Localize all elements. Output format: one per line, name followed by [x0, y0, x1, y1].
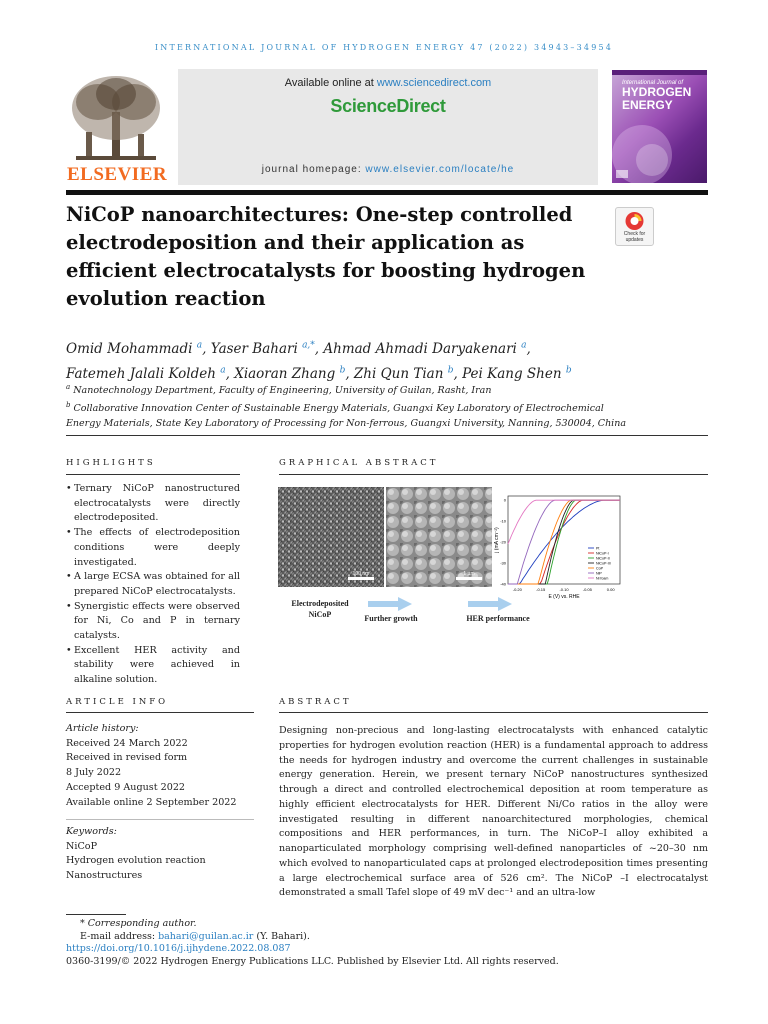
sciencedirect-brand: ScienceDirect [330, 96, 446, 116]
ga-label-growth: Further growth [364, 614, 418, 623]
author [66, 341, 211, 357]
plot-xlabel: E (V) vs. RHE [548, 594, 580, 600]
x-tick-label: -0.05 [582, 587, 592, 592]
x-tick-label: 0.00 [606, 587, 615, 592]
author-affil-mark[interactable]: a [220, 365, 226, 376]
author-name: Yaser Bahari [210, 340, 298, 357]
scale-bar-1: 100 nm [352, 571, 370, 577]
author-sep: , [202, 340, 211, 357]
section-rule [66, 435, 708, 436]
y-tick-label: 0 [503, 497, 506, 503]
keywords-block [66, 825, 254, 884]
email-link[interactable]: bahari@guilan.ac.ir [158, 930, 254, 942]
sciencedirect-link[interactable]: www.sciencedirect.com [376, 77, 492, 89]
email-suffix: (Y. Bahari). [253, 930, 310, 942]
abstract-rule [279, 712, 708, 713]
author-sep: , [453, 366, 463, 382]
homepage-prefix: journal homepage: [261, 164, 366, 175]
arrow-right-icon [468, 597, 512, 611]
y-tick-label: -30 [500, 560, 506, 566]
keyword: Hydrogen evolution reaction [66, 855, 206, 867]
affiliations [66, 380, 706, 431]
article-info-heading: ARTICLE INFO [66, 697, 169, 707]
author-name: Xiaoran Zhang [234, 366, 336, 382]
cover-title [622, 80, 702, 112]
x-tick-label: -0.20 [512, 587, 522, 592]
plot-x-ticks [513, 587, 616, 592]
author-name: Zhi Qun Tian [353, 366, 444, 382]
affil-mark: a [66, 383, 71, 391]
legend-label: NiCoP-III [596, 561, 611, 566]
author-affil-mark[interactable]: b [447, 365, 454, 376]
email-line [66, 931, 708, 944]
header-rule [66, 190, 708, 195]
scale-bar-2: 1 µm [463, 571, 475, 577]
cover-line1: International Journal of [622, 80, 684, 86]
highlights-list [66, 482, 240, 688]
affiliation-b [66, 398, 706, 416]
highlight-item: • Ternary NiCoP nanostructured electrocatalysts were directly electrodeposited. [66, 482, 240, 526]
footnote [66, 918, 708, 969]
keywords-label: Keywords: [66, 826, 117, 837]
plot-ylabel: j (mA cm⁻²) [494, 527, 500, 553]
publisher-wordmark: ELSEVIER [67, 164, 168, 185]
corresponding-author: * Corresponding author. [80, 918, 197, 929]
highlights-heading: HIGHLIGHTS [66, 458, 156, 468]
article-title: NiCoP nanoarchitectures: One-step controlled electrodeposition and their application as efficient electrocatalysts for boosting hydrogen evolution reaction [66, 203, 586, 310]
email-prefix: E-mail address: [80, 930, 159, 942]
available-prefix: Available online at [284, 77, 377, 89]
cover-line3: ENERGY [622, 98, 673, 112]
author-affil-mark[interactable]: b [339, 365, 346, 376]
keyword: Nanostructures [66, 870, 143, 882]
graphical-abstract-rule [279, 474, 708, 475]
author-sep: , [314, 340, 324, 357]
keyword: NiCoP [66, 840, 98, 852]
history-online: Available online 2 September 2022 [66, 796, 237, 808]
author-sep: , [225, 366, 235, 382]
journal-homepage [178, 164, 598, 175]
highlight-item: • The effects of electrodeposition conditions were deeply investigated. [66, 526, 240, 570]
author-name: Pei Kang Shen [462, 366, 562, 382]
ga-label-line: Electrodeposited [291, 599, 349, 608]
article-info-rule [66, 712, 254, 713]
legend-label: Ni foam [596, 576, 609, 581]
author [211, 341, 324, 357]
homepage-link[interactable]: www.elsevier.com/locate/he [365, 164, 515, 175]
footnote-rule [66, 914, 126, 915]
y-tick-label: -40 [500, 581, 506, 587]
author-affil-mark[interactable]: b [565, 365, 572, 376]
check-for-updates-button[interactable] [615, 207, 654, 246]
x-tick-label: -0.10 [559, 587, 569, 592]
affil-text-cont: Energy Materials, State Key Laboratory of Processing for Non-ferrous, Guangxi University, Nanning, 530004, China [66, 418, 627, 430]
ga-label-electrodeposited [282, 598, 358, 620]
highlights-rule [66, 474, 240, 475]
graphical-abstract-heading: GRAPHICAL ABSTRACT [279, 458, 439, 468]
author-affil-mark[interactable]: a [196, 340, 203, 350]
sem-image-caps [386, 487, 492, 587]
highlight-item: • A large ECSA was obtained for all prepared NiCoP electrocatalysts. [66, 570, 240, 599]
highlight-item: • Synergistic effects were observed for Ni, Co and P in ternary catalysts. [66, 600, 240, 644]
history-received: Received 24 March 2022 [66, 737, 188, 749]
sem-image-nanoparticles [278, 487, 384, 587]
author-affil-mark[interactable]: a,* [302, 340, 315, 350]
legend-label: NiCoP-I [596, 551, 609, 556]
history-accepted: Accepted 9 August 2022 [66, 781, 186, 793]
check-updates-label [616, 232, 653, 243]
author-name: Ahmad Ahmadi Daryakenari [323, 340, 517, 357]
running-head: INTERNATIONAL JOURNAL OF HYDROGEN ENERGY 47 (2022) 34943–34954 [154, 43, 614, 52]
history-label: Article history: [66, 723, 139, 734]
affil-mark: b [66, 401, 71, 410]
affiliation-a [66, 380, 706, 398]
plot-frame [508, 496, 620, 584]
author-name: Fatemeh Jalali Koldeh [66, 366, 216, 382]
available-online [178, 77, 598, 89]
affil-text: Collaborative Innovation Center of Sustainable Energy Materials, Guangxi Key Laboratory of Electrochemical [73, 403, 604, 415]
legend-label: NiCoP-II [596, 556, 610, 561]
legend-label: NiP [596, 571, 602, 576]
y-tick-label: -10 [500, 518, 506, 524]
author-name: Omid Mohammadi [66, 340, 193, 357]
article-history [66, 722, 254, 810]
history-revised: Received in revised form [66, 752, 188, 764]
plot-y-ticks [500, 498, 507, 587]
copyright: 0360-3199/© 2022 Hydrogen Energy Publications LLC. Published by Elsevier Ltd. All rights reserved. [66, 956, 559, 968]
legend-label: CoP [596, 566, 603, 571]
ga-label-line: NiCoP [308, 610, 332, 619]
keywords-rule [66, 819, 254, 820]
her-polarization-plot [494, 490, 626, 606]
highlight-item: • Excellent HER activity and stability were achieved in alkaline solution. [66, 644, 240, 688]
ga-label-her: HER performance [466, 614, 530, 623]
check-line2: updates [625, 236, 644, 243]
doi-link[interactable]: https://doi.org/10.1016/j.ijhydene.2022.08.087 [66, 943, 291, 955]
history-revised-date: 8 July 2022 [66, 767, 122, 779]
check-line1: Check for [623, 231, 646, 237]
y-tick-label: -20 [500, 539, 506, 545]
author-affil-mark[interactable]: a [521, 340, 527, 350]
x-tick-label: -0.15 [536, 587, 546, 592]
legend-label: Pt [596, 546, 600, 551]
affil-text: Nanotechnology Department, Faculty of Engineering, University of Guilan, Rasht, Iran [73, 385, 492, 397]
elsevier-tree-logo [66, 72, 166, 164]
abstract-text: Designing non-precious and long-lasting electrocatalysts with enhanced catalytic properties for hydrogen evolution reaction (HER) is a fundamental approach to address the needs for hydrogen industry and overcome the current challenges in sustainable energy generation. Herein, we present ternary NiCoP nanostructures synthesized through a direct and controlled electrochemical deposition at room temperature as highly efficient electrocatalysts for HER. Different Ni/Co ratios in the alloy were investigated resulting in different nanoarchitectured morphologies, chemical compositions and HER performances, in turn. The NiCoP–I alloy exhibited a nanoparticulated morphology comprising well-defined nanoparticles of ~20–30 nm which evolved to nanoparticulated caps at prolonged electrodeposition times presenting a large electrochemical surface area of 526 cm². The NiCoP –I electrocatalyst demonstrated a small Tafel slope of 49 mV dec⁻¹ and an ultra-low [279, 725, 708, 899]
author [323, 341, 530, 357]
cover-line2: HYDROGEN [622, 85, 692, 99]
arrow-right-icon [368, 597, 412, 611]
author-sep: , [526, 340, 531, 357]
author-list [66, 334, 666, 385]
abstract-heading: ABSTRACT [279, 697, 352, 707]
author-sep: , [345, 366, 354, 382]
